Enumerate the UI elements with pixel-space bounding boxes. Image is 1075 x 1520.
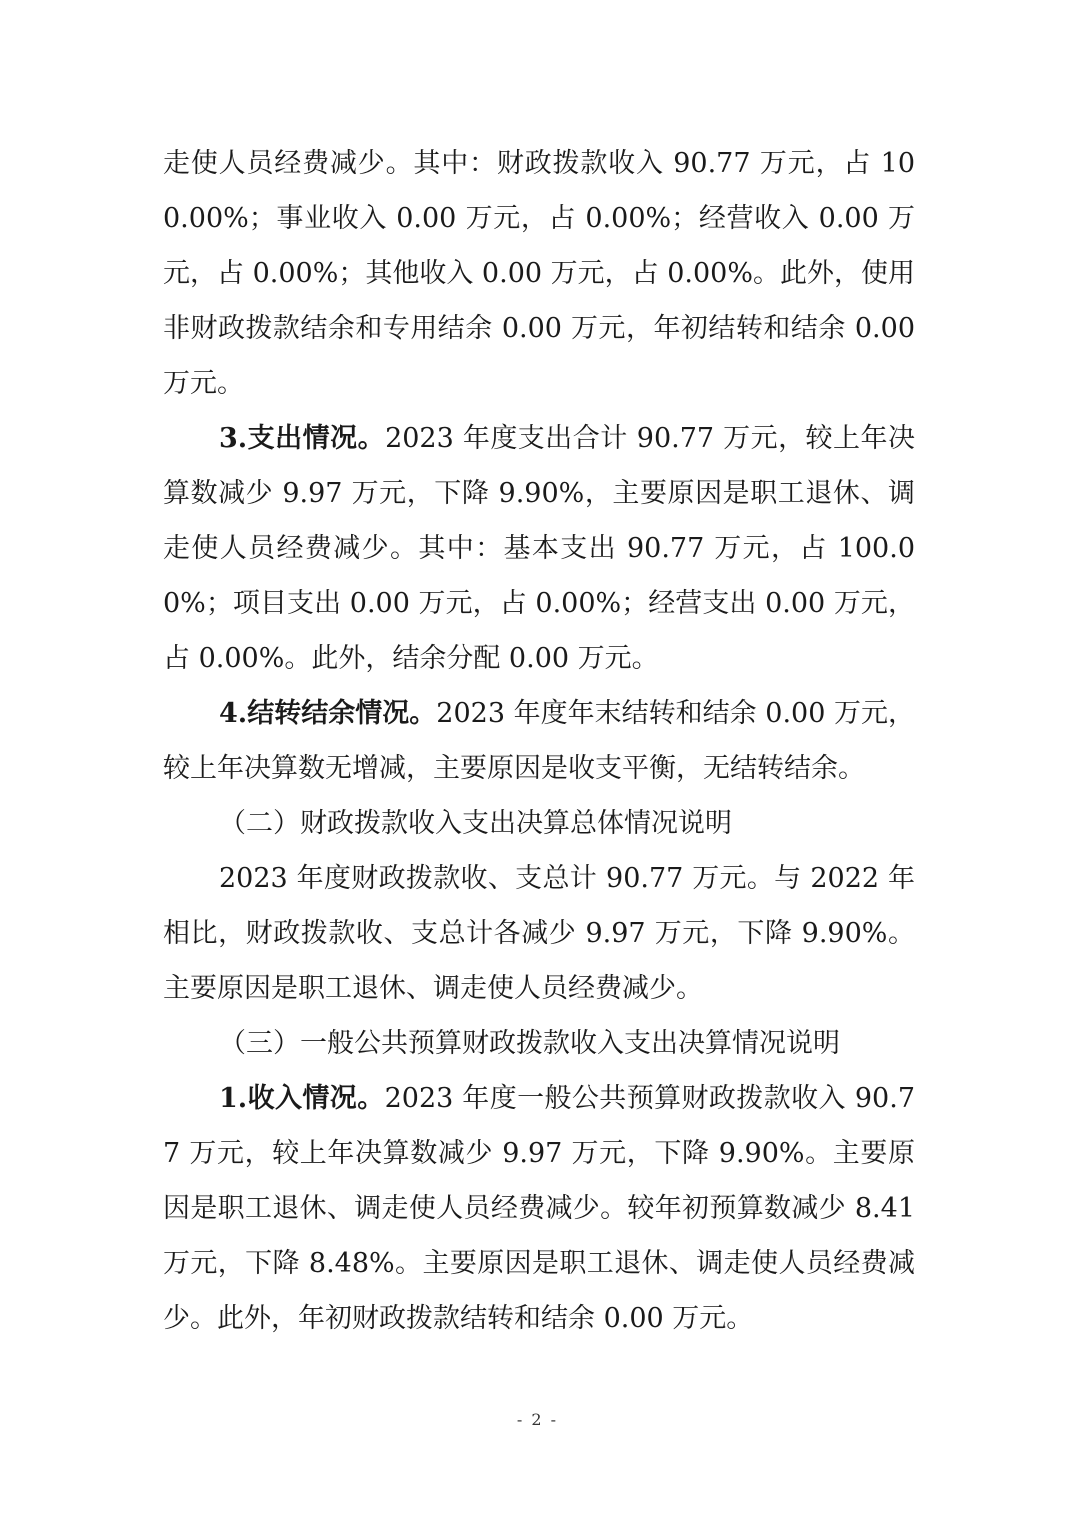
income-body: 2023 年度一般公共预算财政拨款收入 90.77 万元，较上年决算数减少 9.97 万元，下降 9.90%。主要原因是职工退休、调走使人员经费减少。较年初预算数减少 8.41 万元，下降 8.48%。主要原因是职工退休、调走使人员经费减少。此外，年初财政拨款结转和结余 0.00 万元。: [163, 1083, 915, 1334]
section-heading-fiscal-overall: （二）财政拨款收入支出决算总体情况说明: [219, 808, 732, 839]
paragraph-income-continued: 走使人员经费减少。其中：财政拨款收入 90.77 万元，占 100.00%；事业收入 0.00 万元，占 0.00%；经营收入 0.00 万元，占 0.00%；其他收入 0.00 万元，占 0.00%。此外，使用非财政拨款结余和专用结余 0.00 万元，年初结转和结余 0.00 万元。: [163, 148, 915, 399]
carryover-body: 2023 年度年末结转和结余 0.00 万元，较上年决算数无增减，主要原因是收支平衡，无结转结余。: [163, 698, 916, 784]
carryover-heading: 4.结转结余情况。: [219, 698, 437, 729]
document-body: [163, 136, 915, 1346]
section-heading-general-budget: （三）一般公共预算财政拨款收入支出决算情况说明: [219, 1028, 840, 1059]
expenditure-heading: 3.支出情况。: [219, 423, 386, 454]
paragraph-fiscal-overall: 2023 年度财政拨款收、支总计 90.77 万元。与 2022 年相比，财政拨款收、支总计各减少 9.97 万元，下降 9.90%。主要原因是职工退休、调走使人员经费减少。: [163, 863, 915, 1004]
page-number: - 2 -: [516, 1410, 559, 1429]
paragraph-carryover: [163, 686, 915, 796]
income-heading: 1.收入情况。: [219, 1083, 385, 1114]
paragraph-expenditure: [163, 411, 915, 686]
expenditure-body: 2023 年度支出合计 90.77 万元，较上年决算数减少 9.97 万元，下降 9.90%，主要原因是职工退休、调走使人员经费减少。其中：基本支出 90.77 万元，占 100.00%；项目支出 0.00 万元，占 0.00%；经营支出 0.00 万元，占 0.00%。此外，结余分配 0.00 万元。: [163, 423, 915, 674]
paragraph-general-budget-income: [163, 1071, 915, 1346]
